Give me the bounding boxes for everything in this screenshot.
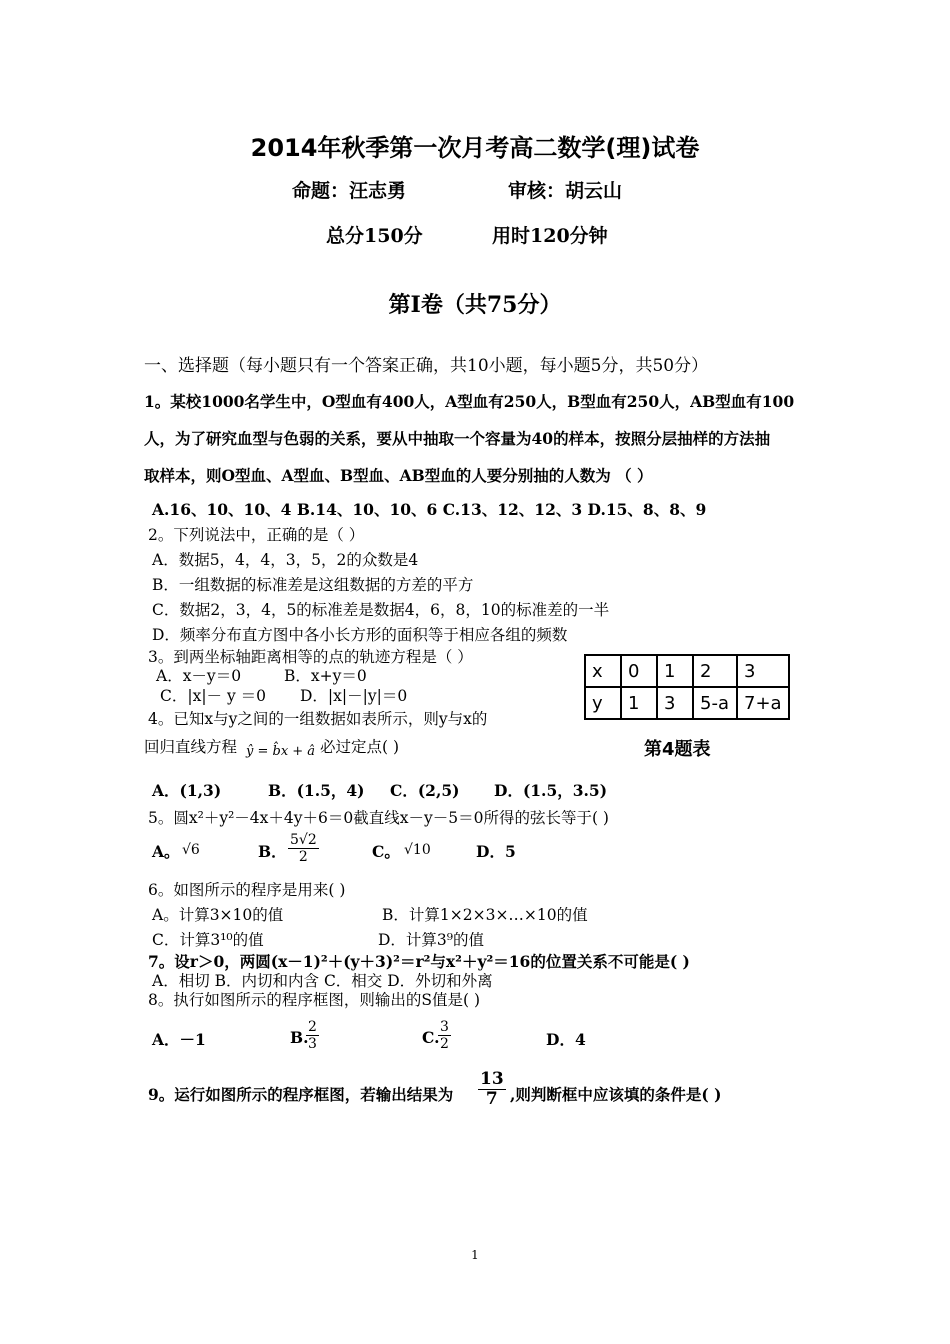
page-number: 1 <box>471 1248 479 1262</box>
q9-numerator: 13 <box>480 1069 504 1089</box>
q8-c-denominator: 2 <box>440 1036 449 1052</box>
q6-option-b: B．计算1×2×3×…×10的值 <box>382 906 588 924</box>
q5-b-denominator: 2 <box>298 849 308 865</box>
q2-option-b: B．一组数据的标准差是这组数据的方差的平方 <box>152 576 474 594</box>
q4-option-a: A．(1,3) <box>152 781 222 800</box>
q9-stem-post: ,则判断框中应该填的条件是( ) <box>510 1085 722 1104</box>
q4-data-table <box>584 654 790 720</box>
q4-line1: 4。已知x与y之间的一组数据如表所示，则y与x的 <box>148 710 488 728</box>
section-title: 第Ⅰ卷（共75分） <box>388 292 562 318</box>
q8-option-a: A．－1 <box>152 1030 206 1049</box>
q6-option-a: A。计算3×10的值 <box>152 906 284 924</box>
q5-option-c-value: √10 <box>404 842 431 858</box>
q7-options: A．相切 B．内切和内含 C．相交 D．外切和外离 <box>152 972 493 990</box>
q8-stem: 8。执行如图所示的程序框图，则输出的S值是( ) <box>148 991 481 1009</box>
q3-option-b: B．x+y＝0 <box>284 667 367 685</box>
q6-option-c: C．计算3¹⁰的值 <box>152 931 264 949</box>
q6-option-d: D．计算3⁹的值 <box>378 931 485 949</box>
q5-option-a-label: A。 <box>152 842 180 861</box>
q4-line2-post: 必过定点( ) <box>320 738 400 756</box>
table-cell: y <box>585 687 621 719</box>
q1-options: A.16、10、10、4 B.14、10、10、6 C.13、12、12、3 D.15、8、8、9 <box>152 500 707 519</box>
q8-option-c-label: C. <box>422 1028 440 1047</box>
q5-b-numerator: 5√2 <box>290 832 317 848</box>
score-line-right: 用时120分钟 <box>492 225 608 247</box>
q5-option-b-fraction <box>288 832 319 865</box>
q4-option-c: C．(2,5) <box>390 781 460 800</box>
q4-regression-formula: ŷ = b̂x + â <box>246 744 316 759</box>
q8-c-numerator: 3 <box>440 1019 449 1035</box>
q8-option-d: D．4 <box>546 1030 586 1049</box>
table-cell: 1 <box>621 687 657 719</box>
q8-b-denominator: 3 <box>308 1036 317 1052</box>
table-cell: 5-a <box>693 687 737 719</box>
score-line-left: 总分150分 <box>326 225 423 247</box>
table-row <box>585 655 789 687</box>
table-cell: 7+a <box>737 687 789 719</box>
q8-option-c-fraction <box>438 1019 451 1052</box>
q2-stem: 2。下列说法中，正确的是（ ） <box>148 526 365 544</box>
q9-denominator: 7 <box>485 1089 498 1109</box>
q4-option-b: B．(1.5，4) <box>268 781 365 800</box>
q5-option-c-label: C。 <box>372 842 400 861</box>
q8-b-numerator: 2 <box>308 1019 317 1035</box>
q1-line2: 人，为了研究血型与色弱的关系，要从中抽取一个容量为40的样本，按照分层抽样的方法抽 <box>144 429 771 448</box>
table-cell: 2 <box>693 655 737 687</box>
q2-option-c: C．数据2，3，4，5的标准差是数据4，6，8，10的标准差的一半 <box>152 601 610 619</box>
q5-stem: 5。圆x²＋y²－4x＋4y＋6＝0截直线x－y－5＝0所得的弦长等于( ) <box>148 809 609 827</box>
q3-option-a: A．x－y＝0 <box>156 667 242 685</box>
author-line-left: 命题：汪志勇 <box>292 180 407 202</box>
q6-stem: 6。如图所示的程序是用来( ) <box>148 881 346 899</box>
table-cell: 0 <box>621 655 657 687</box>
q8-option-b-label: B. <box>290 1028 309 1047</box>
q1-line3: 取样本，则O型血、A型血、B型血、AB型血的人要分别抽的人数为 （ ） <box>144 466 653 485</box>
part1-heading: 一、选择题（每小题只有一个答案正确，共10小题，每小题5分，共50分） <box>144 356 709 376</box>
q5-option-a-value: √6 <box>182 842 200 858</box>
q3-option-c: C．|x|－ y ＝0 <box>160 687 267 705</box>
q7-stem: 7。设r＞0，两圆(x－1)²＋(y＋3)²＝r²与x²＋y²＝16的位置关系不可能是( ) <box>148 952 690 971</box>
table-cell: 3 <box>737 655 789 687</box>
q2-option-a: A．数据5，4，4，3，5，2的众数是4 <box>152 551 419 569</box>
q8-option-b-fraction <box>306 1019 319 1052</box>
q1-line1: 1。某校1000名学生中，O型血有400人，A型血有250人，B型血有250人，AB型血有100 <box>144 392 795 411</box>
q4-option-d: D．(1.5，3.5) <box>494 781 608 800</box>
q3-stem: 3。到两坐标轴距离相等的点的轨迹方程是（ ） <box>148 648 473 666</box>
q4-table-caption: 第4题表 <box>644 739 711 760</box>
q9-stem-pre: 9。运行如图所示的程序框图，若输出结果为 <box>148 1085 454 1104</box>
table-cell: x <box>585 655 621 687</box>
table-cell: 1 <box>657 655 693 687</box>
table-cell: 3 <box>657 687 693 719</box>
q5-option-d: D．5 <box>476 842 516 861</box>
q4-line2-pre: 回归直线方程 <box>144 738 238 756</box>
q2-option-d: D．频率分布直方图中各小长方形的面积等于相应各组的频数 <box>152 626 568 644</box>
author-line-right: 审核：胡云山 <box>508 180 623 202</box>
q3-option-d: D．|x|－|y|＝0 <box>300 687 408 705</box>
q9-fraction <box>478 1070 506 1109</box>
q5-option-b-label: B． <box>258 842 287 861</box>
exam-title: 2014年秋季第一次月考高二数学(理)试卷 <box>250 134 700 162</box>
table-row <box>585 687 789 719</box>
